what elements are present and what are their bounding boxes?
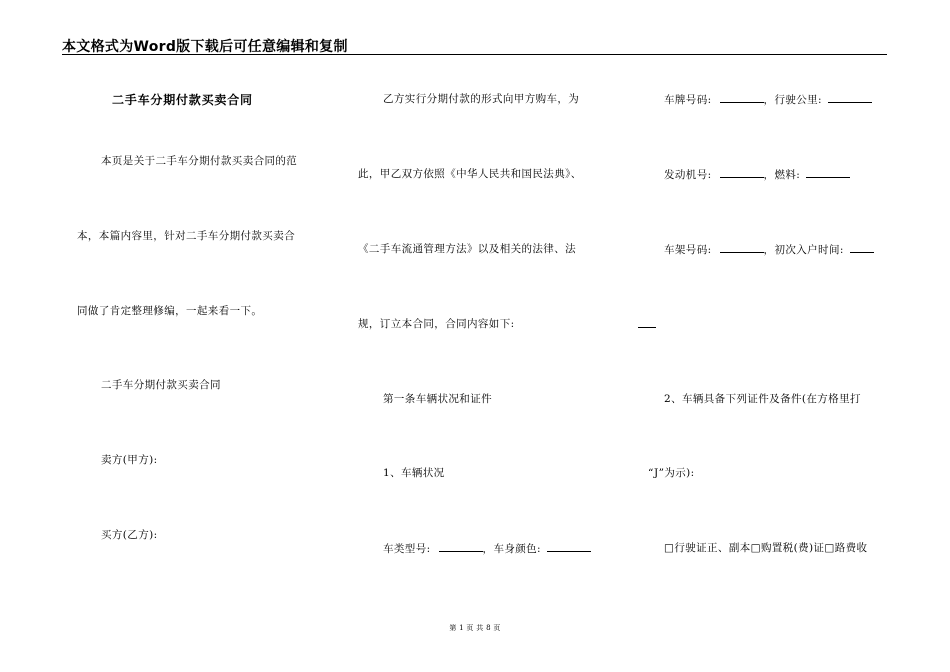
plate-label: 车牌号码:: [664, 94, 712, 106]
register-blank[interactable]: [850, 242, 874, 253]
engine-row: [664, 167, 850, 182]
buyer-label: 买方(乙方):: [101, 529, 158, 541]
body-line-3: 《二手车流通管理方法》以及相关的法律、法: [358, 243, 576, 255]
item-2-line-1: 2、车辆具备下列证件及备件(在方格里打: [664, 393, 861, 405]
register-blank-continued[interactable]: [638, 317, 656, 332]
item-1-heading: 1、车辆状况: [383, 467, 445, 479]
document-header: 本文格式为Word版下载后可任意编辑和复制: [62, 39, 348, 55]
plate-row: [664, 92, 872, 107]
intro-line-3: 同做了肯定整理修编，一起来看一下。: [77, 305, 263, 317]
model-blank[interactable]: [439, 541, 483, 552]
frame-blank[interactable]: [720, 242, 764, 253]
color-blank[interactable]: [547, 541, 591, 552]
fuel-blank[interactable]: [806, 167, 850, 178]
body-line-4: 规，订立本合同，合同内容如下:: [358, 318, 515, 330]
intro-line-2: 本，本篇内容里，针对二手车分期付款买卖合: [77, 230, 295, 242]
page-number: 第 1 页 共 8 页: [449, 624, 501, 632]
item-2-line-2: “J”为示):: [648, 467, 695, 479]
contract-subtitle: 二手车分期付款买卖合同: [101, 379, 221, 391]
color-label: ，车身颜色:: [482, 543, 541, 555]
body-line-1: 乙方实行分期付款的形式向甲方购车，为: [383, 93, 580, 105]
vehicle-model-row: [383, 541, 591, 556]
article-1-heading: 第一条车辆状况和证件: [383, 393, 492, 405]
model-label: 车类型号:: [383, 543, 431, 555]
plate-blank[interactable]: [720, 92, 764, 103]
register-label: ，初次入户时间:: [763, 244, 844, 256]
register-blank-continued-line: [638, 317, 656, 328]
seller-label: 卖方(甲方):: [101, 454, 158, 466]
documents-checklist: □行驶证正、副本□购置税(费)证□路费收: [664, 542, 868, 554]
header-divider: [62, 54, 887, 55]
engine-blank[interactable]: [720, 167, 764, 178]
frame-row: [664, 242, 874, 257]
fuel-label: ，燃料:: [763, 169, 801, 181]
frame-label: 车架号码:: [664, 244, 712, 256]
body-line-2: 此，甲乙双方依照《中华人民共和国民法典》、: [358, 168, 582, 180]
intro-line-1: 本页是关于二手车分期付款买卖合同的范: [101, 155, 298, 167]
mileage-label: ，行驶公里:: [763, 94, 822, 106]
contract-title: 二手车分期付款买卖合同: [112, 93, 253, 107]
engine-label: 发动机号:: [664, 169, 712, 181]
mileage-blank[interactable]: [828, 92, 872, 103]
